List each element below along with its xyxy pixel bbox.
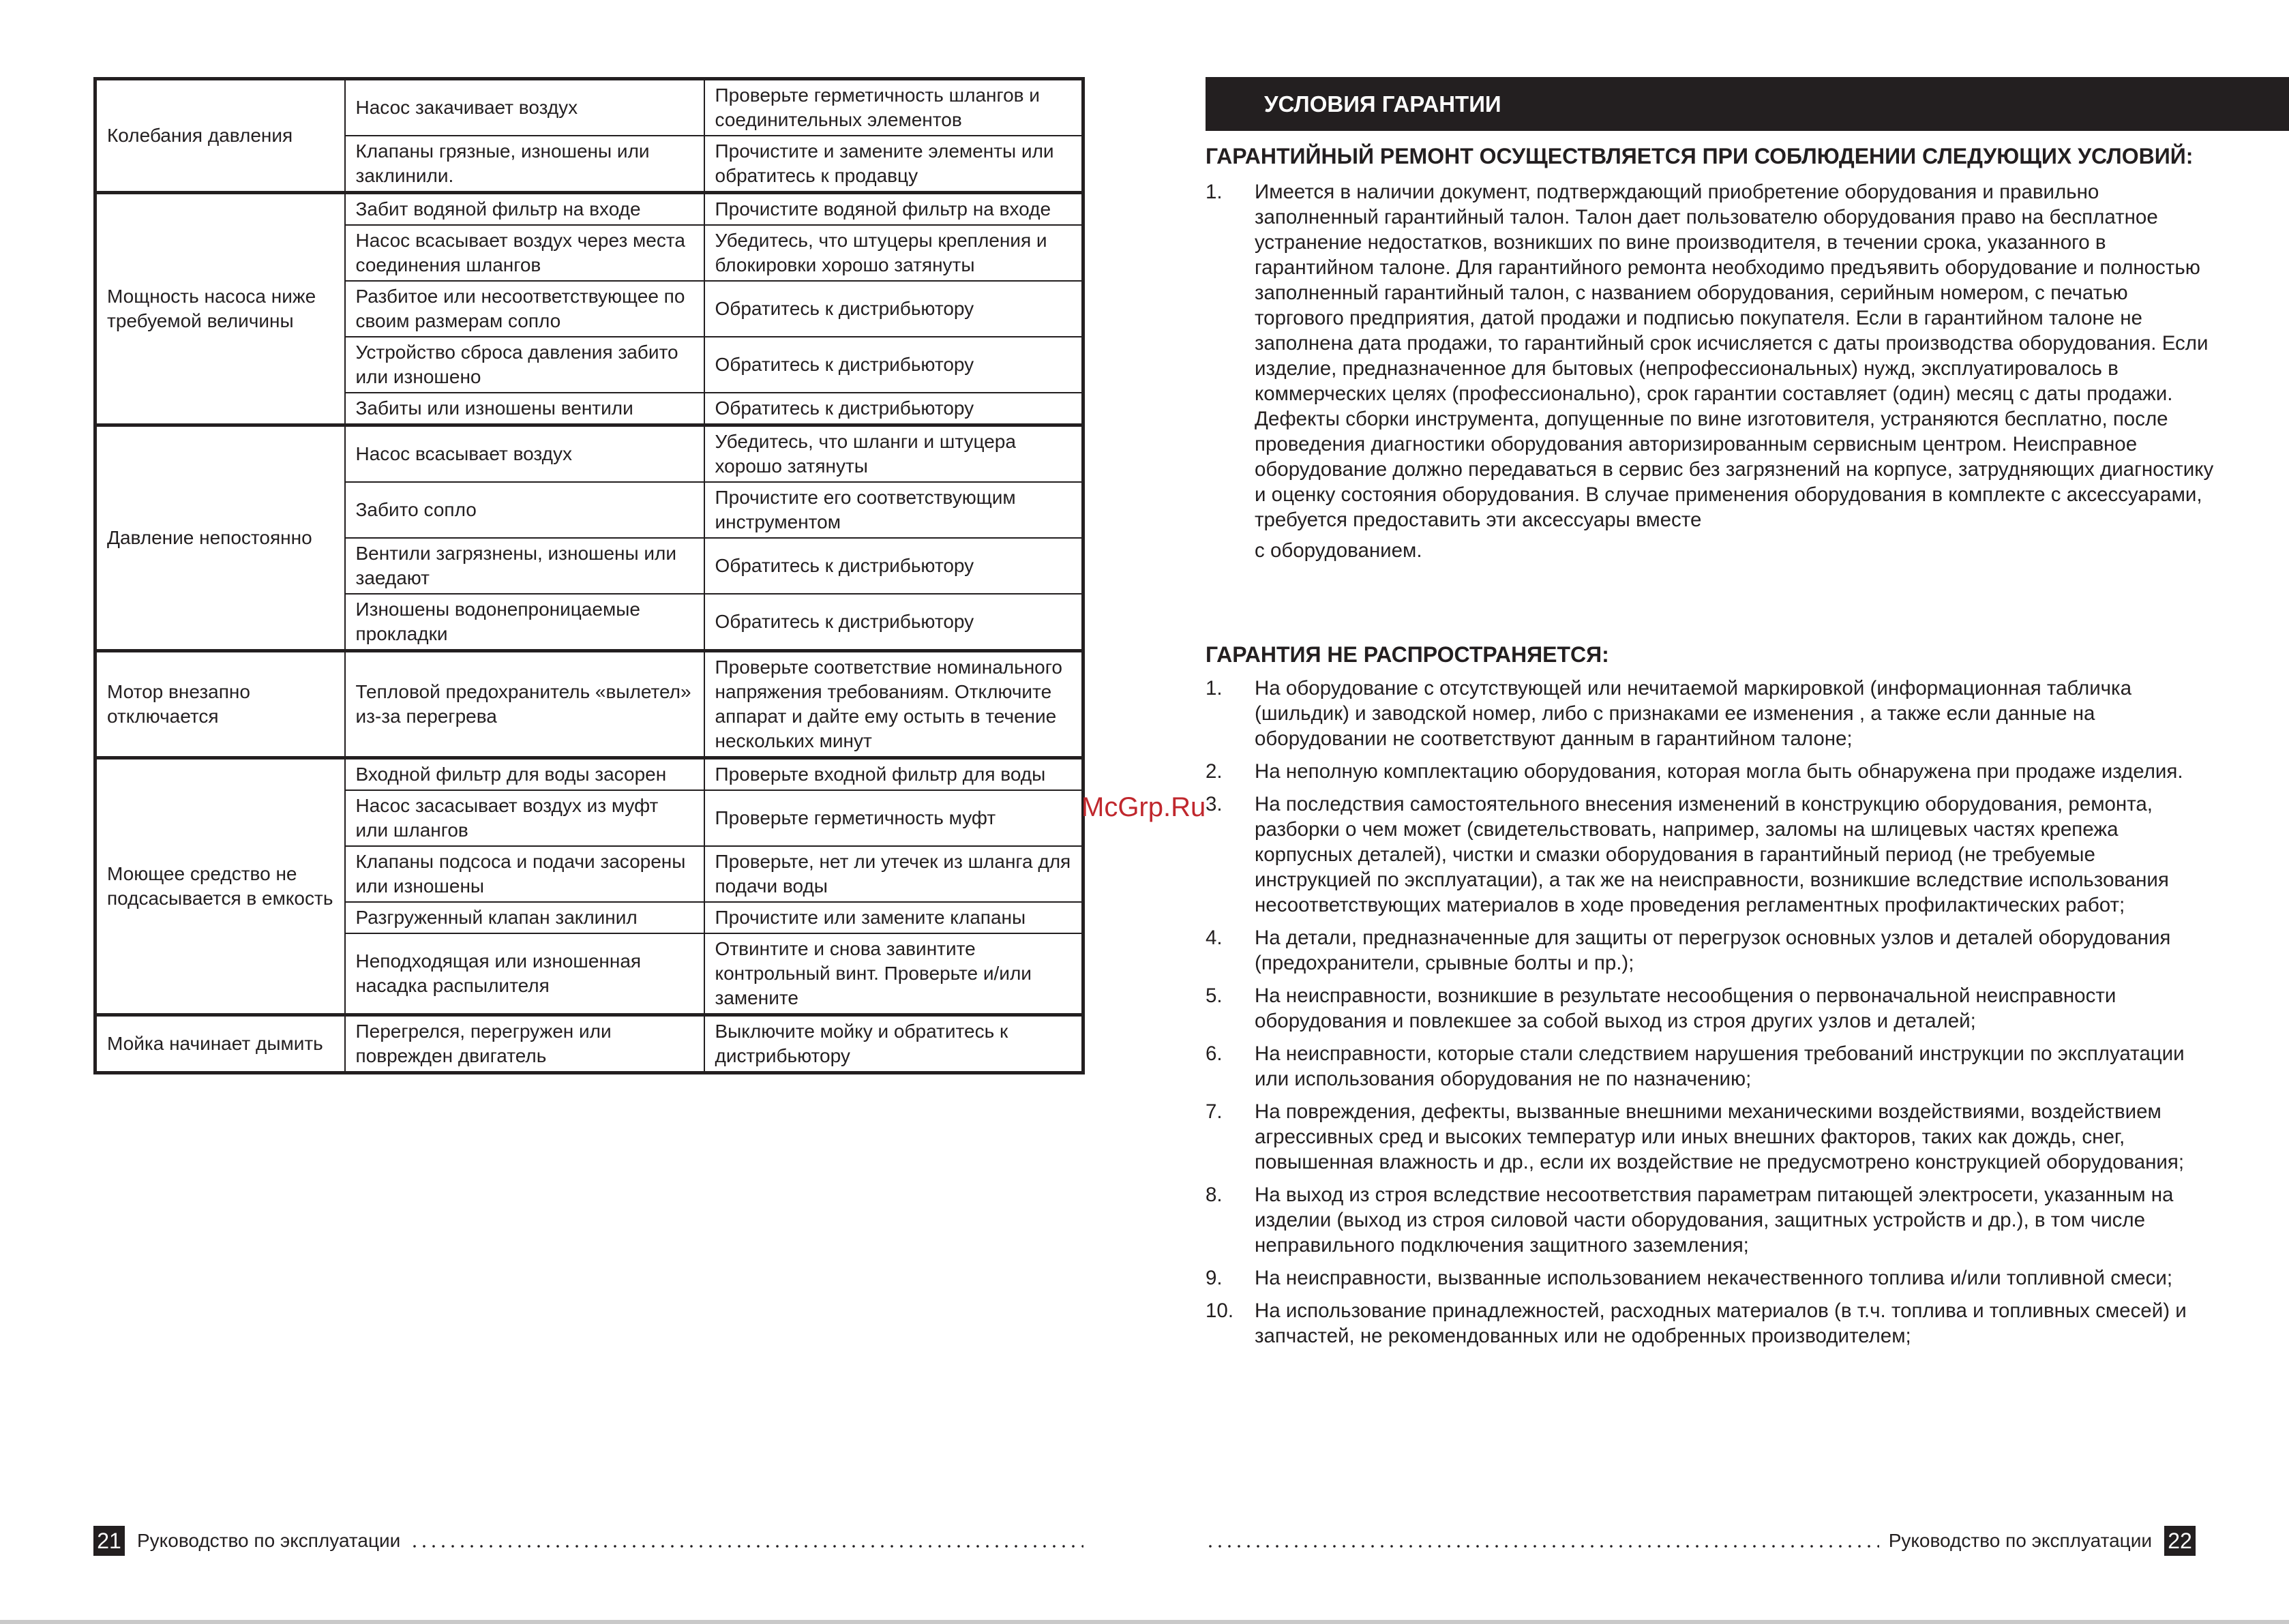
- item-number: 1.: [1206, 181, 1223, 203]
- cause-cell: Насос закачивает воздух: [345, 79, 704, 136]
- page-number: 21: [93, 1526, 125, 1556]
- item-number: 7.: [1206, 1100, 1223, 1123]
- item-number: 9.: [1206, 1267, 1223, 1289]
- section-banner: УСЛОВИЯ ГАРАНТИИ: [1206, 77, 2289, 131]
- item-text: На неисправности, вызванные использованием некачественного топлива и/или топливной смеси;: [1255, 1267, 2173, 1289]
- symptom-group: [95, 651, 1083, 758]
- table-row: [95, 193, 1083, 226]
- cause-cell: Изношены водонепроницаемые прокладки: [345, 594, 704, 651]
- warranty-conditions-list: [1206, 179, 2215, 563]
- list-item: [1206, 1182, 2215, 1258]
- cause-cell: Насос засасывает воздух из муфт или шлангов: [345, 790, 704, 846]
- action-cell: Обратитесь к дистрибьютору: [704, 281, 1083, 337]
- cause-cell: Клапаны подсоса и подачи засорены или изношены: [345, 846, 704, 902]
- table-row: [95, 1015, 1083, 1073]
- item-text: На последствия самостоятельного внесения изменений в конструкцию оборудования, ремонта, разборки о чем может (свидетельствовать, например, заломы на шлицевых частях крепежа корпусных деталей), чистки и смазки оборудования в гарантийный период (не требуемые инструкцией по эксплуатации), а так же на неисправности, возникшие вследствие использования несоответствующих материалов в ходе проведения регламентных профилактических работ;: [1255, 793, 2169, 916]
- cause-cell: Разгруженный клапан заклинил: [345, 902, 704, 933]
- item-number: 6.: [1206, 1042, 1223, 1065]
- list-item: [1206, 1265, 2215, 1291]
- symptom-group: [95, 193, 1083, 425]
- footer-left: [93, 1525, 1083, 1557]
- warranty-exclusions-list: [1206, 676, 2215, 1356]
- cause-cell: Неподходящая или изношенная насадка распылителя: [345, 933, 704, 1015]
- action-cell: Выключите мойку и обратитесь к дистрибьютору: [704, 1015, 1083, 1073]
- footer-title: Руководство по эксплуатации: [137, 1530, 401, 1551]
- cause-cell: Забито сопло: [345, 482, 704, 538]
- item-number: 8.: [1206, 1184, 1223, 1206]
- warranty-conditions-heading: ГАРАНТИЙНЫЙ РЕМОНТ ОСУЩЕСТВЛЯЕТСЯ ПРИ СОБЛЮДЕНИИ СЛЕДУЮЩИХ УСЛОВИЙ:: [1206, 144, 2194, 168]
- item-number: 4.: [1206, 927, 1223, 949]
- action-cell: Отвинтите и снова завинтите контрольный винт. Проверьте и/или замените: [704, 933, 1083, 1015]
- symptom-cell: Мотор внезапно отключается: [95, 651, 345, 758]
- list-item: [1206, 1298, 2215, 1349]
- action-cell: Обратитесь к дистрибьютору: [704, 594, 1083, 651]
- action-cell: Обратитесь к дистрибьютору: [704, 538, 1083, 594]
- symptom-cell: Моющее средство не подсасывается в емкость: [95, 758, 345, 1015]
- table-row: [95, 651, 1083, 758]
- action-cell: Проверьте соответствие номинального напряжения требованиям. Отключите аппарат и дайте ему остыть в течение нескольких минут: [704, 651, 1083, 758]
- list-item: [1206, 676, 2215, 751]
- footer-title: Руководство по эксплуатации: [1888, 1530, 2152, 1551]
- cause-cell: Насос всасывает воздух через места соединения шлангов: [345, 225, 704, 281]
- symptom-group: [95, 758, 1083, 1015]
- warranty-exclusions-heading: ГАРАНТИЯ НЕ РАСПРОСТРАНЯЕТСЯ:: [1206, 642, 1609, 667]
- cause-cell: Клапаны грязные, изношены или заклинили.: [345, 136, 704, 193]
- action-cell: Проверьте, нет ли утечек из шланга для подачи воды: [704, 846, 1083, 902]
- cause-cell: Забиты или изношены вентили: [345, 393, 704, 425]
- action-cell: Проверьте герметичность муфт: [704, 790, 1083, 846]
- dot-leader: [410, 1545, 1083, 1548]
- symptom-cell: Давление непостоянно: [95, 425, 345, 651]
- cause-cell: Вентили загрязнены, изношены или заедают: [345, 538, 704, 594]
- list-item: [1206, 759, 2215, 784]
- page-number: 22: [2164, 1526, 2196, 1556]
- item-text: На неисправности, возникшие в результате несообщения о первоначальной неисправности оборудования и повлекшее за собой выход из строя других узлов и деталей;: [1255, 984, 2116, 1032]
- list-item: [1206, 925, 2215, 976]
- item-text: На выход из строя вследствие несоответствия параметрам питающей электросети, указанным на изделии (выход из строя силовой части оборудования, защитных устройств и др.), в том числе неправильного подключения защитного заземления;: [1255, 1184, 2174, 1257]
- cause-cell: Насос всасывает воздух: [345, 425, 704, 483]
- dot-leader: [1206, 1545, 1879, 1548]
- item-text: На детали, предназначенные для защиты от перегрузок основных узлов и деталей оборудования (предохранители, срывные болты и пр.);: [1255, 927, 2171, 974]
- action-cell: Обратитесь к дистрибьютору: [704, 393, 1083, 425]
- item-number: 3.: [1206, 793, 1223, 815]
- action-cell: Обратитесь к дистрибьютору: [704, 337, 1083, 393]
- action-cell: Убедитесь, что шланги и штуцера хорошо затянуты: [704, 425, 1083, 483]
- cause-cell: Забит водяной фильтр на входе: [345, 193, 704, 226]
- bottom-rule: [0, 1620, 2289, 1624]
- symptom-group: [95, 79, 1083, 193]
- list-item: [1206, 792, 2215, 918]
- item-text: На неисправности, которые стали следствием нарушения требований инструкции по эксплуатации или использования оборудования не по назначению;: [1255, 1042, 2185, 1090]
- cause-cell: Разбитое или несоответствующее по своим размерам сопло: [345, 281, 704, 337]
- watermark: McGrp.Ru: [1081, 792, 1206, 822]
- troubleshooting-table: [93, 77, 1085, 1074]
- item-text: На неполную комплектацию оборудования, которая могла быть обнаружена при продаже изделия.: [1255, 760, 2183, 783]
- action-cell: Проверьте входной фильтр для воды: [704, 758, 1083, 791]
- list-item: [1206, 1041, 2215, 1092]
- item-number: 1.: [1206, 677, 1223, 700]
- cause-cell: Входной фильтр для воды засорен: [345, 758, 704, 791]
- cause-cell: Устройство сброса давления забито или изношено: [345, 337, 704, 393]
- action-cell: Прочистите водяной фильтр на входе: [704, 193, 1083, 226]
- item-text: На использование принадлежностей, расходных материалов (в т.ч. топлива и топливных смесей) и запчастей, не рекомендованных или не одобренных производителем;: [1255, 1299, 2187, 1347]
- item-text: На оборудование с отсутствующей или нечитаемой маркировкой (информационная табличка (шильдик) и заводской номер, либо с признаками ее изменения , а также если данные на оборудовании не соответствуют данным в гарантийном талоне;: [1255, 677, 2132, 750]
- item-number: 2.: [1206, 760, 1223, 783]
- list-item: [1206, 179, 2215, 563]
- list-item: [1206, 1099, 2215, 1175]
- list-item: [1206, 983, 2215, 1034]
- symptom-cell: Колебания давления: [95, 79, 345, 193]
- table-row: [95, 758, 1083, 791]
- action-cell: Прочистите или замените клапаны: [704, 902, 1083, 933]
- symptom-cell: Мощность насоса ниже требуемой величины: [95, 193, 345, 425]
- action-cell: Проверьте герметичность шлангов и соединительных элементов: [704, 79, 1083, 136]
- symptom-cell: Мойка начинает дымить: [95, 1015, 345, 1073]
- table-row: [95, 425, 1083, 483]
- action-cell: Прочистите и замените элементы или обратитесь к продавцу: [704, 136, 1083, 193]
- symptom-group: [95, 425, 1083, 651]
- cause-cell: Перегрелся, перегружен или поврежден двигатель: [345, 1015, 704, 1073]
- item-number: 5.: [1206, 984, 1223, 1007]
- item-number: 10.: [1206, 1299, 1234, 1322]
- table-row: [95, 79, 1083, 136]
- symptom-group: [95, 1015, 1083, 1073]
- item-text: Имеется в наличии документ, подтверждающий приобретение оборудования и правильно заполненный гарантийный талон. Талон дает пользователю оборудования право на бесплатное устранение недостатков, возникших по вине производителя, в течении срока, указанного в гарантийном талоне. Для гарантийного ремонта необходимо предъявить оборудование и полностью заполненный гарантийный талон, с названием оборудования, серийным номером, с печатью торгового предприятия, датой продажи и подписью покупателя. Если в гарантийном талоне не заполнена дата продажи, то гарантийный срок исчисляется с даты производства оборудования. Если изделие, предназначенное для бытовых (непрофессиональных) нужд, эксплуатировалось в коммерческих целях (профессионально), срок гарантии составляет (один) месяц с даты продажи. Дефекты сборки инструмента, допущенные по вине изготовителя, устраняются бесплатно, после проведения диагностики оборудования авторизированным сервисным центром. Неисправное оборудование должно передаваться в сервис без загрязнений на корпусе, затрудняющих диагностику и оценку состояния оборудования. В случае применения оборудования в комплекте с аксессуарами, требуется предоставить эти аксессуары вместе: [1255, 181, 2214, 531]
- footer-right: [1206, 1525, 2196, 1557]
- item-text: На повреждения, дефекты, вызванные внешними механическими воздействиями, воздействием агрессивных сред и высоких температур или иных внешних факторов, таких как дождь, снег, повышенная влажность и др., если их воздействие не предусмотрено конструкцией оборудования;: [1255, 1100, 2185, 1173]
- action-cell: Прочистите его соответствующим инструментом: [704, 482, 1083, 538]
- action-cell: Убедитесь, что штуцеры крепления и блокировки хорошо затянуты: [704, 225, 1083, 281]
- cause-cell: Тепловой предохранитель «вылетел» из-за перегрева: [345, 651, 704, 758]
- item-text-tail: с оборудованием.: [1255, 539, 1422, 562]
